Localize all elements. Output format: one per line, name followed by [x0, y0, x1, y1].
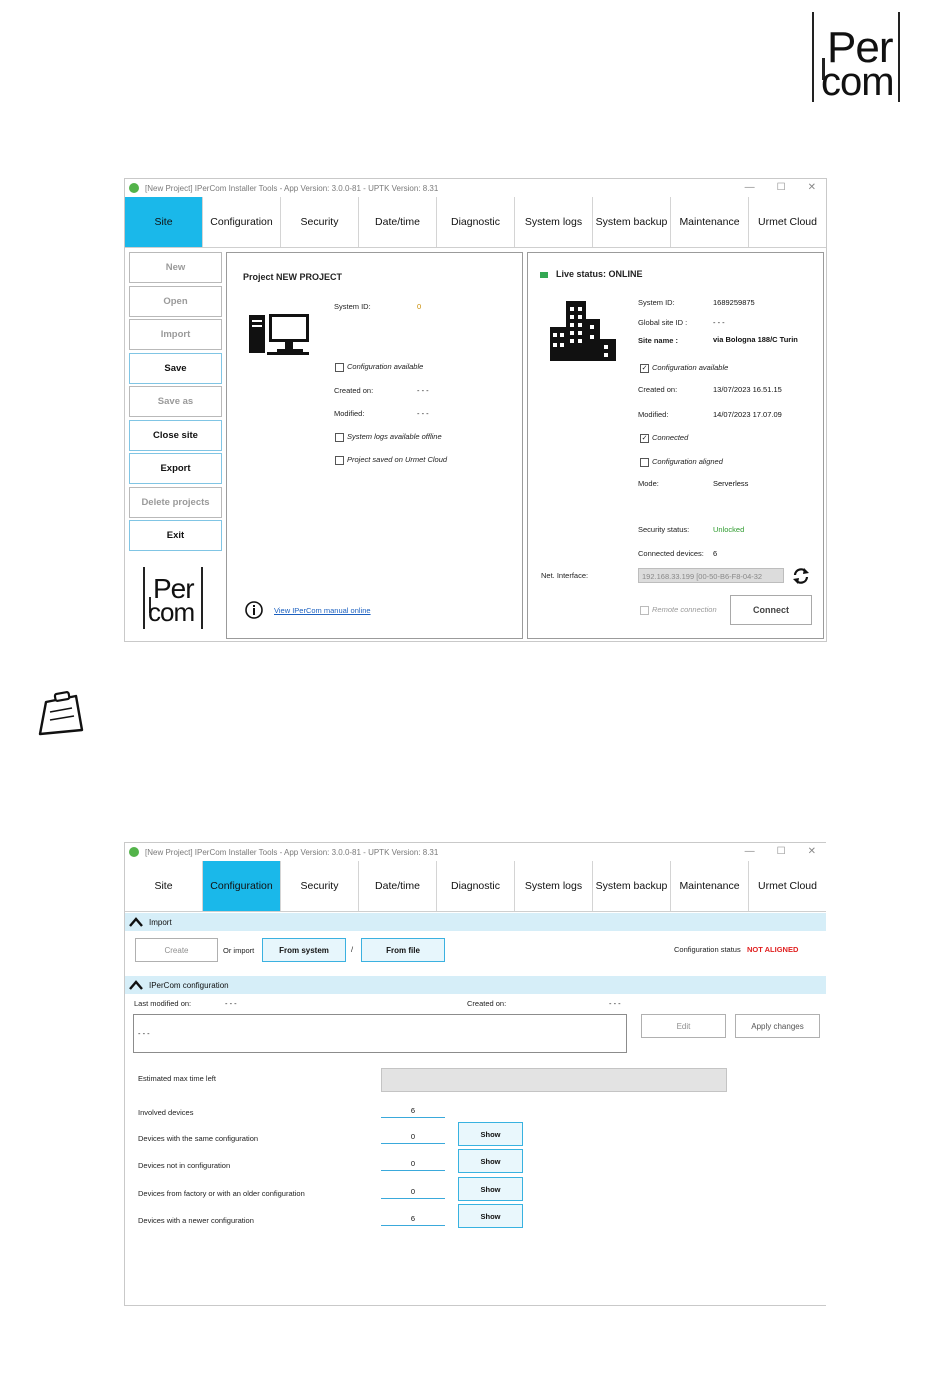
live-created-value: 13/07/2023 16.51.15 — [713, 385, 782, 394]
security-status-label: Security status: — [638, 525, 690, 534]
config-aligned-checkbox[interactable] — [640, 458, 649, 467]
system-id-label: System ID: — [334, 302, 371, 311]
close-icon[interactable]: ✕ — [807, 182, 816, 193]
computer-icon — [249, 311, 311, 355]
show-newer-config-button[interactable]: Show — [458, 1204, 523, 1228]
newer-config-label: Devices with a newer configuration — [138, 1216, 254, 1225]
saved-cloud-checkbox[interactable] — [335, 456, 344, 465]
show-not-in-config-button[interactable]: Show — [458, 1149, 523, 1173]
connected-devices-label: Connected devices: — [638, 549, 704, 558]
logs-offline-checkbox[interactable] — [335, 433, 344, 442]
sidebar-logo-com: com — [148, 597, 195, 627]
site-name-label: Site name : — [638, 336, 679, 345]
live-modified-value: 14/07/2023 17.07.09 — [713, 410, 782, 419]
last-modified-label: Last modified on: — [134, 999, 192, 1008]
building-icon — [550, 301, 616, 361]
involved-devices-value: 6 — [381, 1105, 445, 1118]
global-site-id-value: - - - — [713, 318, 725, 327]
app-window-configuration — [124, 842, 826, 1306]
mode-value: Serverless — [713, 479, 749, 488]
config-available-checkbox[interactable] — [335, 363, 344, 372]
exit-button[interactable]: Exit — [129, 520, 222, 551]
connected-label: Connected — [652, 433, 689, 442]
maximize-icon-2[interactable]: ☐ — [776, 846, 786, 857]
export-button[interactable]: Export — [129, 453, 222, 484]
save-as-button[interactable]: Save as — [129, 386, 222, 417]
minimize-icon[interactable]: — — [744, 182, 755, 193]
title-bar — [125, 179, 826, 197]
saved-cloud-label: Project saved on Urmet Cloud — [347, 455, 448, 464]
live-status-panel — [527, 252, 824, 639]
net-interface-value: 192.168.33.199 [00-50-B6-F8-04-32 — [642, 572, 763, 581]
chevron-up-icon[interactable] — [129, 978, 143, 992]
live-config-available-label: Configuration available — [652, 363, 729, 372]
connected-devices-value: 6 — [713, 549, 718, 558]
from-file-button[interactable]: From file — [361, 938, 445, 962]
connect-button[interactable]: Connect — [730, 595, 812, 625]
logo-left-bar — [812, 12, 814, 102]
app-icon-2 — [129, 847, 139, 857]
info-icon — [245, 601, 263, 619]
config-description-text: - - - — [138, 1029, 150, 1038]
mode-label: Mode: — [638, 479, 659, 488]
show-same-config-button[interactable]: Show — [458, 1122, 523, 1146]
modified-label: Modified: — [334, 409, 365, 418]
ipercom-logo-sidebar — [143, 567, 203, 629]
security-status-value: Unlocked — [713, 525, 745, 534]
config-status-value: NOT ALIGNED — [747, 945, 799, 954]
ipercom-logo-top — [812, 12, 900, 102]
refresh-icon[interactable] — [792, 567, 810, 585]
net-interface-select[interactable] — [638, 568, 784, 583]
tab-maintenance[interactable]: Maintenance — [671, 861, 749, 911]
live-system-id-value: 1689259875 — [713, 298, 755, 307]
import-section-header[interactable] — [125, 913, 826, 931]
import-button[interactable]: Import — [129, 319, 222, 350]
show-older-config-button[interactable]: Show — [458, 1177, 523, 1201]
modified-value: - - - — [417, 409, 429, 418]
tab-site[interactable]: Site — [125, 861, 203, 911]
tab-diagnostic[interactable]: Diagnostic — [437, 861, 515, 911]
tab-system-backup[interactable]: System backup — [593, 861, 671, 911]
estimated-time-progress — [381, 1068, 727, 1092]
save-button[interactable]: Save — [129, 353, 222, 384]
apply-changes-button[interactable]: Apply changes — [735, 1014, 820, 1038]
global-site-id-label: Global site ID : — [638, 318, 688, 327]
estimated-time-label: Estimated max time left — [138, 1074, 216, 1083]
window-title-2: [New Project] IPerCom Installer Tools - App Version: 3.0.0-81 - UPTK Version: 8.31 — [145, 847, 439, 857]
site-name-value: via Bologna 188/C Turin — [713, 335, 798, 344]
system-id-value: 0 — [417, 302, 422, 311]
live-modified-label: Modified: — [638, 410, 669, 419]
slash-separator: / — [351, 945, 354, 954]
or-import-label: Or import — [223, 946, 255, 955]
tab-maintenance[interactable]: Maintenance — [671, 197, 749, 247]
create-button[interactable]: Create — [135, 938, 218, 962]
sidebar-logo-per: Per — [153, 573, 194, 604]
manual-link[interactable]: View IPerCom manual online — [274, 606, 371, 615]
live-system-id-label: System ID: — [638, 298, 675, 307]
remote-connection-label: Remote connection — [652, 605, 717, 614]
tab-system-logs[interactable]: System logs — [515, 197, 593, 247]
tab-bar-2 — [125, 861, 826, 912]
edit-button[interactable]: Edit — [641, 1014, 726, 1038]
app-icon — [129, 183, 139, 193]
older-config-value: 0 — [381, 1186, 445, 1199]
ipercom-config-section-label: IPerCom configuration — [149, 980, 229, 990]
tab-urmet-cloud[interactable]: Urmet Cloud — [758, 216, 817, 228]
logo-text-per: Per — [827, 23, 893, 72]
maximize-icon[interactable]: ☐ — [776, 182, 786, 193]
chevron-up-icon[interactable] — [129, 915, 143, 929]
title-bar-2 — [125, 843, 826, 861]
delete-projects-button[interactable]: Delete projects — [129, 487, 222, 518]
older-config-label: Devices from factory or with an older configuration — [138, 1189, 305, 1198]
open-button[interactable]: Open — [129, 286, 222, 317]
app-window-site — [124, 178, 827, 642]
created-label: Created on: — [467, 999, 507, 1008]
last-modified-value: - - - — [225, 999, 237, 1008]
tab-configuration[interactable]: Configuration — [203, 197, 281, 247]
tab-system-backup[interactable]: System backup — [593, 197, 671, 247]
config-aligned-label: Configuration aligned — [652, 457, 723, 466]
project-title: Project NEW PROJECT — [243, 272, 343, 282]
tab-security[interactable]: Security — [281, 861, 359, 911]
tab-diagnostic[interactable]: Diagnostic — [437, 197, 515, 247]
net-interface-label: Net. Interface: — [541, 571, 589, 580]
not-in-config-value: 0 — [381, 1158, 445, 1171]
tab-date-time[interactable]: Date/time — [359, 197, 437, 247]
live-status-title: Live status: ONLINE — [556, 269, 643, 279]
created-on-value: - - - — [417, 386, 429, 395]
new-button[interactable]: New — [129, 252, 222, 283]
live-created-label: Created on: — [638, 385, 678, 394]
tab-date-time[interactable]: Date/time — [359, 861, 437, 911]
tab-site[interactable]: Site — [125, 197, 203, 247]
tab-configuration[interactable]: Configuration — [203, 861, 281, 911]
tab-bar — [125, 197, 826, 248]
same-config-label: Devices with the same configuration — [138, 1134, 259, 1143]
connected-checkbox[interactable]: ✓ — [641, 435, 648, 442]
from-system-button[interactable]: From system — [262, 938, 346, 962]
close-site-button[interactable]: Close site — [129, 420, 222, 451]
minimize-icon-2[interactable]: — — [744, 846, 755, 857]
config-status-label: Configuration status — [674, 945, 741, 954]
tab-urmet-cloud[interactable]: Urmet Cloud — [758, 880, 817, 892]
clipboard-note-icon — [36, 690, 88, 736]
created-value: - - - — [609, 999, 621, 1008]
logo-right-bar — [898, 12, 900, 102]
close-icon-2[interactable]: ✕ — [807, 846, 816, 857]
created-on-label: Created on: — [334, 386, 374, 395]
config-available-label: Configuration available — [347, 362, 424, 371]
same-config-value: 0 — [381, 1131, 445, 1144]
online-indicator — [540, 272, 548, 278]
project-panel — [226, 252, 523, 639]
logs-offline-label: System logs available offline — [347, 432, 442, 441]
tab-system-logs[interactable]: System logs — [515, 861, 593, 911]
remote-connection-checkbox[interactable] — [640, 606, 649, 615]
logo-text-com: com — [821, 60, 894, 104]
live-config-available-checkbox[interactable]: ✓ — [641, 365, 648, 372]
import-section-label: Import — [149, 917, 172, 927]
not-in-config-label: Devices not in configuration — [138, 1161, 231, 1170]
involved-devices-label: Involved devices — [138, 1108, 194, 1117]
config-description-box[interactable] — [133, 1014, 627, 1053]
ipercom-config-section-header[interactable] — [125, 976, 826, 994]
tab-security[interactable]: Security — [281, 197, 359, 247]
newer-config-value: 6 — [381, 1213, 445, 1226]
window-title: [New Project] IPerCom Installer Tools - App Version: 3.0.0-81 - UPTK Version: 8.31 — [145, 183, 439, 193]
